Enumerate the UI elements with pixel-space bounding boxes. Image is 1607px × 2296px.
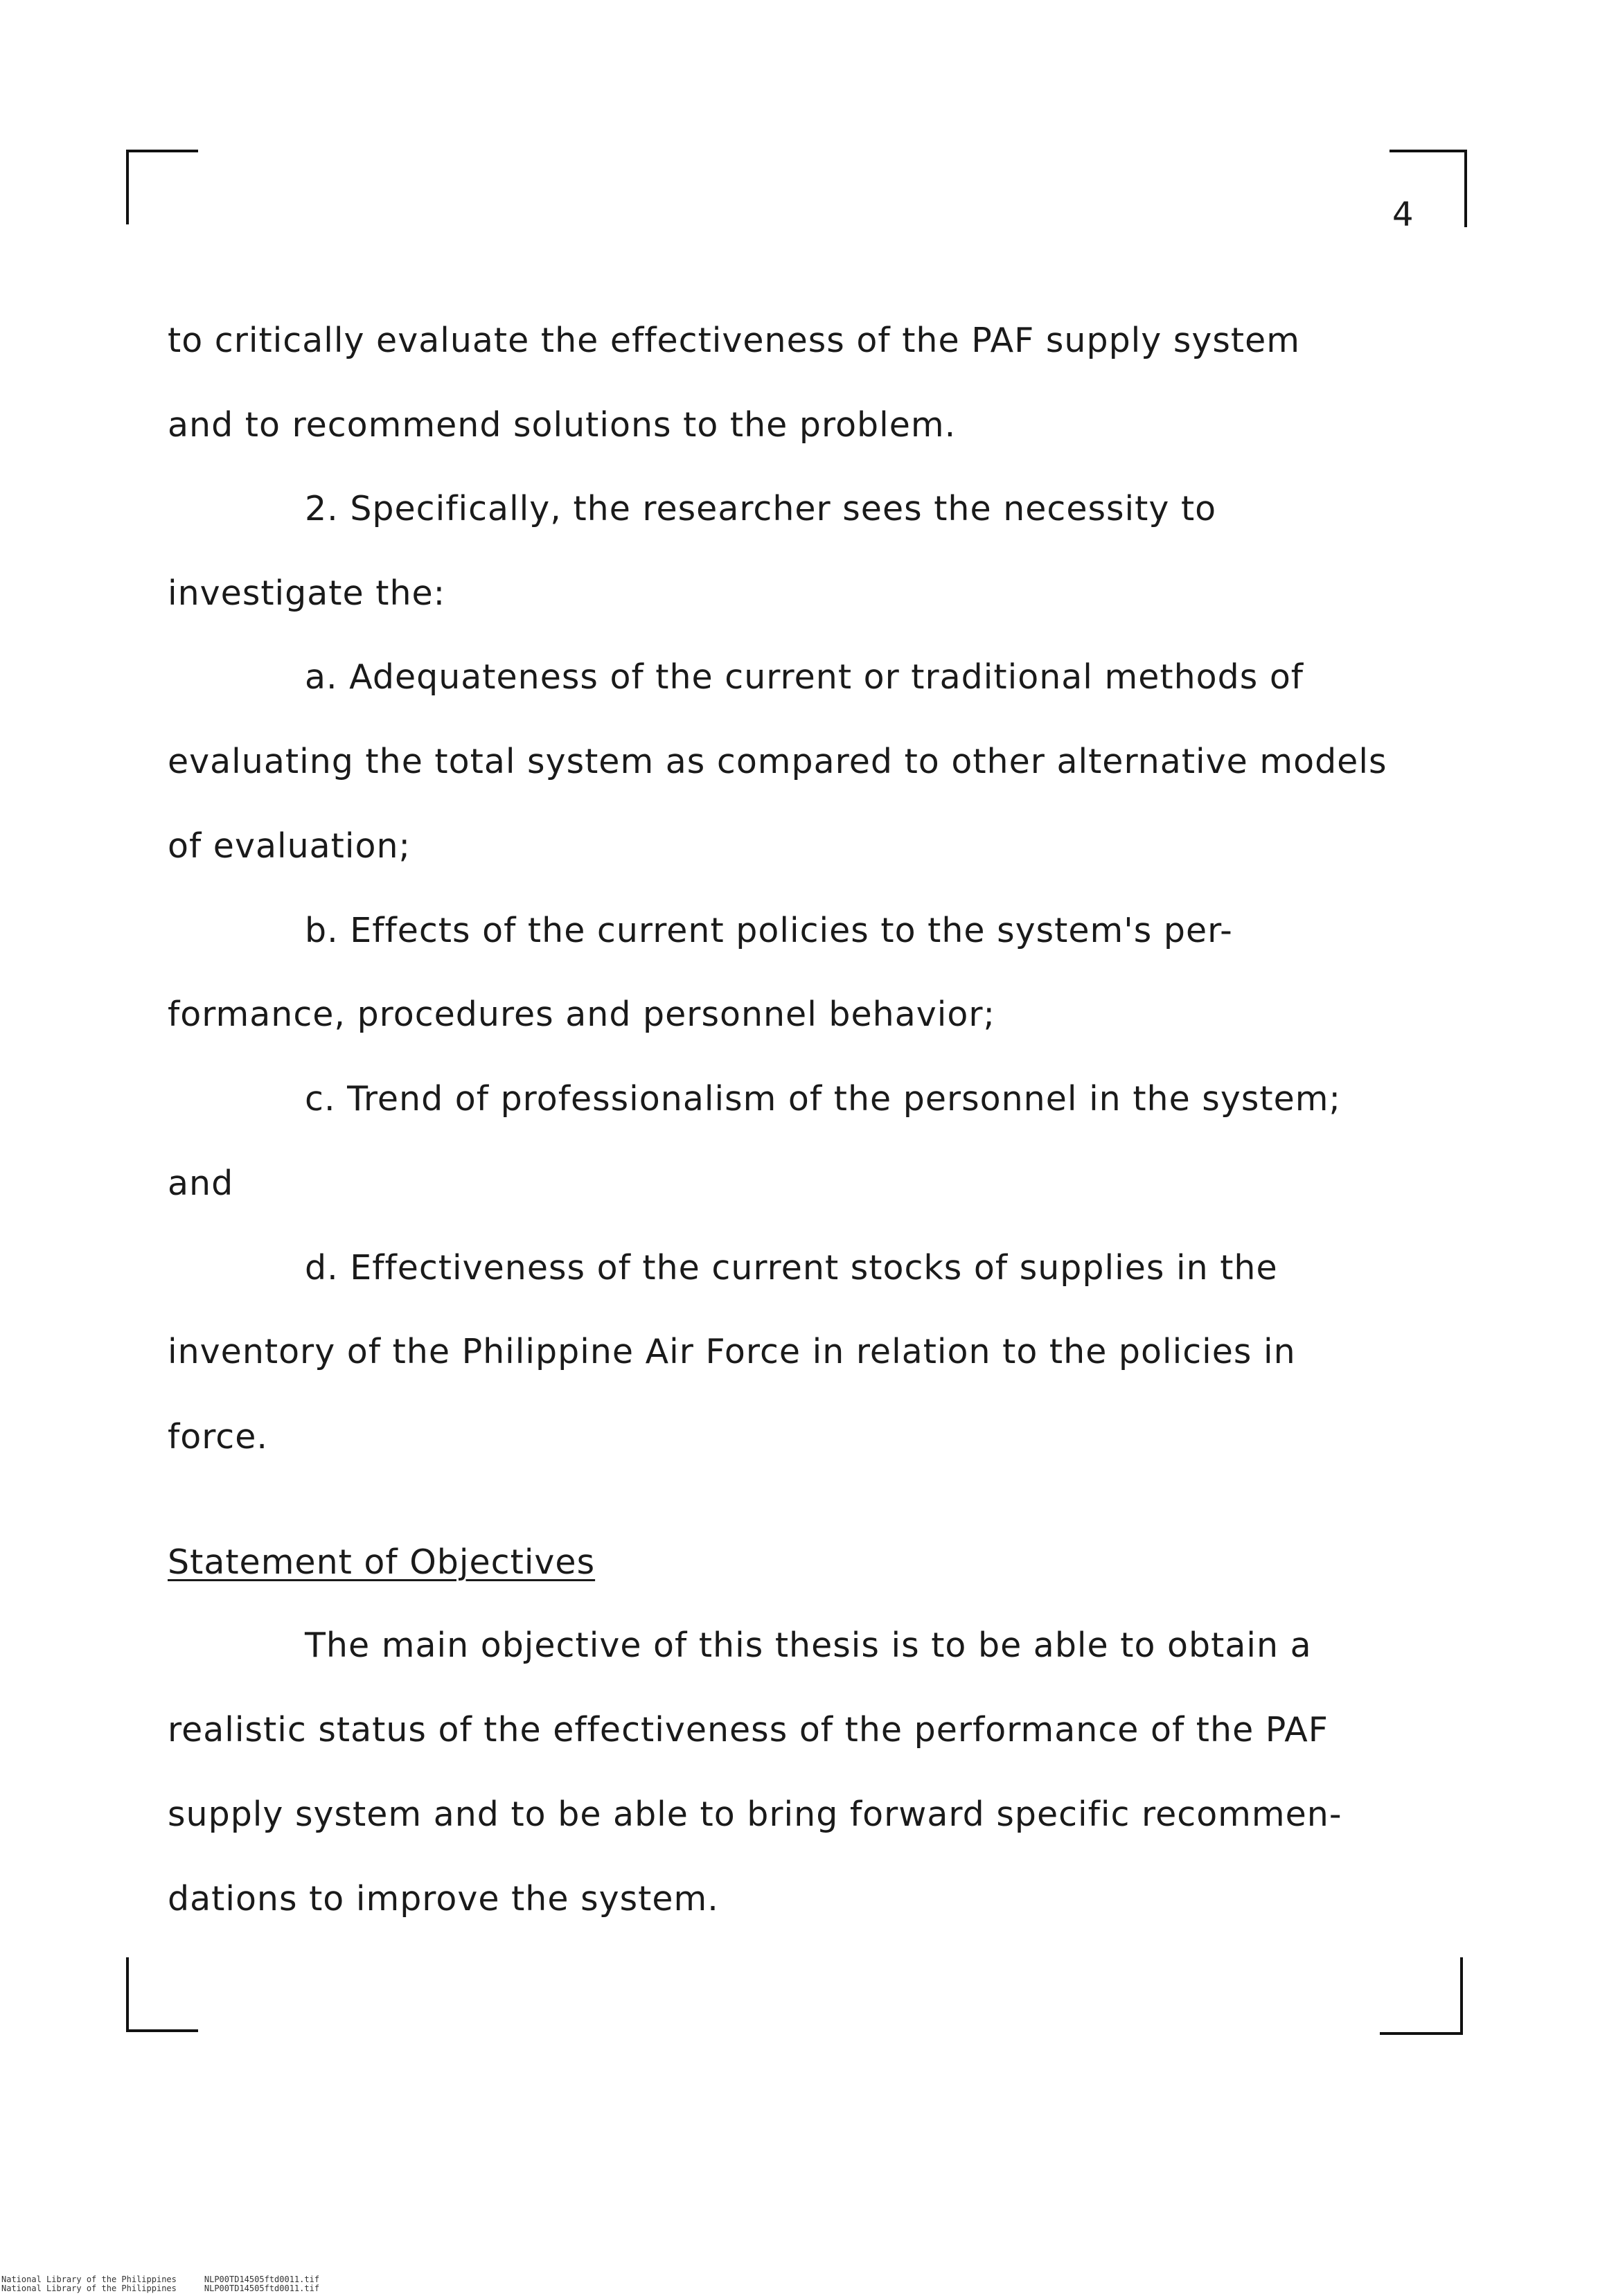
- body-line: 2. Specifically, the researcher sees the necessity to: [305, 489, 1217, 528]
- objective-line: realistic status of the effectiveness of the performance of the PAF: [168, 1710, 1329, 1750]
- list-item-d: d. Effectiveness of the current stocks of supplies in the: [305, 1248, 1278, 1288]
- body-line: to critically evaluate the effectiveness of the PAF supply system: [168, 321, 1301, 360]
- body-line: inventory of the Philippine Air Force in relation to the policies in: [168, 1332, 1296, 1371]
- crop-mark-top-left-horizontal: [126, 150, 198, 152]
- body-line: evaluating the total system as compared to other alternative models: [168, 742, 1387, 781]
- crop-mark-top-left-vertical: [126, 150, 129, 224]
- body-line: and: [168, 1164, 234, 1203]
- crop-mark-top-right-vertical: [1464, 150, 1467, 227]
- body-line: of evaluation;: [168, 826, 411, 866]
- body-line: and to recommend solutions to the problem.: [168, 405, 957, 445]
- crop-mark-bottom-right-horizontal: [1380, 2032, 1463, 2035]
- crop-mark-top-right-horizontal: [1390, 150, 1467, 152]
- body-line: formance, procedures and personnel behavior;: [168, 995, 995, 1034]
- page-number: 4: [1392, 195, 1414, 234]
- footer-filename: NLP00TD14505ftd0011.tif: [204, 2284, 320, 2293]
- footer-source: National Library of the Philippines: [1, 2275, 177, 2284]
- objective-line: The main objective of this thesis is to be able to obtain a: [305, 1626, 1312, 1665]
- crop-mark-bottom-left-vertical: [126, 1957, 129, 2032]
- list-item-a: a. Adequateness of the current or traditional methods of: [305, 657, 1304, 697]
- footer-line: [1, 2284, 319, 2293]
- crop-mark-bottom-left-horizontal: [126, 2029, 198, 2032]
- body-line: force.: [168, 1417, 268, 1457]
- footer-source: National Library of the Philippines: [1, 2284, 177, 2293]
- list-item-c: c. Trend of professionalism of the personnel in the system;: [305, 1079, 1341, 1119]
- body-line: investigate the:: [168, 573, 446, 613]
- crop-mark-bottom-right-vertical: [1460, 1957, 1463, 2035]
- section-heading: Statement of Objectives: [168, 1542, 596, 1582]
- list-item-b: b. Effects of the current policies to the system's per-: [305, 911, 1233, 950]
- objective-line: dations to improve the system.: [168, 1879, 719, 1919]
- objective-line: supply system and to be able to bring forward specific recommen-: [168, 1795, 1342, 1834]
- footer-filename: NLP00TD14505ftd0011.tif: [204, 2275, 320, 2284]
